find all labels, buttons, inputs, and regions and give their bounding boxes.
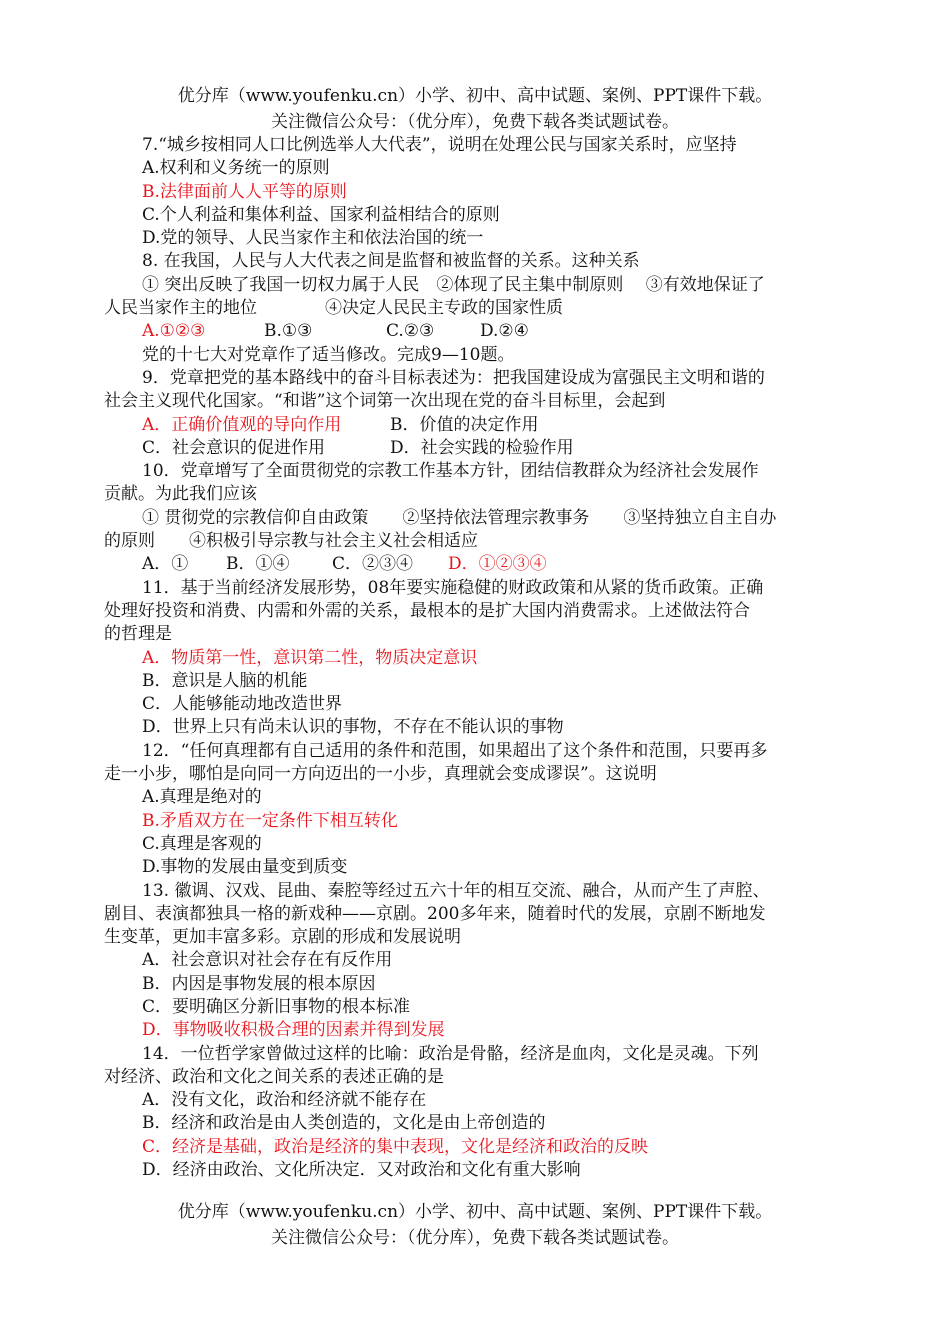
q9-option-c: C．社会意识的促进作用 [142, 437, 326, 458]
section-intro: 党的十七大对党章作了适当修改。完成9—10题。 [142, 344, 515, 365]
q13-option-d-answer: D．事物吸收积极合理的因素并得到发展 [142, 1020, 445, 1041]
q9-option-b: B．价值的决定作用 [390, 414, 539, 435]
q13-stem-line-3: 生变革，更加丰富多彩。京剧的形成和发展说明 [104, 927, 461, 948]
q8-items-line-1: ① 突出反映了我国一切权力属于人民 ②体现了民主集中制原则 ③有效地保证了 [142, 274, 765, 295]
q8-options [104, 320, 844, 343]
q11-option-d: D．世界上只有尚未认识的事物，不存在不能认识的事物 [142, 717, 564, 738]
q9-stem-line-2: 社会主义现代化国家。“和谐”这个词第一次出现在党的奋斗目标里，会起到 [104, 391, 666, 412]
q13-option-a: A．社会意识对社会存在有反作用 [142, 950, 393, 971]
q7-stem: 7.“城乡按相同人口比例选举人大代表”，说明在处理公民与国家关系时，应坚持 [142, 135, 737, 155]
q10-option-c: C．②③④ [332, 554, 414, 575]
q9-options-row-1 [104, 414, 844, 437]
q13-stem-line-2: 剧目、表演都独具一格的新戏种——京剧。200多年来，随着时代的发展，京剧不断地发 [104, 903, 766, 924]
q10-option-a: A．① [142, 554, 189, 575]
q8-stem: 8. 在我国，人民与人大代表之间是监督和被监督的关系。这种关系 [142, 251, 640, 272]
q10-options [104, 553, 844, 576]
q11-stem-line-1: 11．基于当前经济发展形势，08年要实施稳健的财政政策和从紧的货币政策。正确 [142, 577, 764, 598]
q11-stem-line-2: 处理好投资和消费、内需和外需的关系，最根本的是扩大国内消费需求。上述做法符合 [104, 600, 750, 621]
q14-option-d: D．经济由政治、文化所决定．又对政治和文化有重大影响 [142, 1160, 581, 1181]
q8-option-d: D.②④ [480, 321, 529, 342]
q11-stem-line-3: 的哲理是 [104, 624, 172, 645]
q8-option-b: B.①③ [264, 321, 313, 342]
q10-option-b: B．①④ [226, 554, 290, 575]
q13-option-b: B．内因是事物发展的根本原因 [142, 973, 376, 994]
q12-stem-line-2: 走一小步，哪怕是向同一方向迈出的一小步，真理就会变成谬误”。这说明 [104, 764, 657, 785]
q12-stem-line-1: 12．“任何真理都有自己适用的条件和范围，如果超出了这个条件和范围，只要再多 [142, 740, 768, 761]
q14-stem-line-1: 14．一位哲学家曾做过这样的比喻：政治是骨骼，经济是血肉，文化是灵魂。下列 [142, 1043, 759, 1064]
q11-option-b: B．意识是人脑的机能 [142, 670, 308, 691]
q11-option-a-answer: A．物质第一性，意识第二性，物质决定意识 [142, 647, 478, 668]
q8-option-a-answer: A.①②③ [142, 321, 206, 342]
q9-option-d: D．社会实践的检验作用 [390, 437, 574, 458]
q12-option-d: D.事物的发展由量变到质变 [142, 857, 348, 878]
q7-option-c: C.个人利益和集体利益、国家利益相结合的原则 [142, 204, 500, 225]
q12-option-c: C.真理是客观的 [142, 833, 262, 854]
footer-line-2: 关注微信公众号：（优分库），免费下载各类试题试卷。 [271, 1228, 679, 1248]
q14-option-a: A．没有文化，政治和经济就不能存在 [142, 1090, 427, 1111]
header-line-1: 优分库（www.youfenku.cn）小学、初中、高中试题、案例、PPT课件下载。 [177, 86, 773, 106]
q10-stem-line-1: 10．党章增写了全面贯彻党的宗教工作基本方针，团结信教群众为经济社会发展作 [142, 461, 759, 482]
q7-option-b-answer: B.法律面前人人平等的原则 [142, 181, 347, 202]
q9-options-row-2 [104, 437, 844, 460]
q14-option-b: B．经济和政治是由人类创造的，文化是由上帝创造的 [142, 1113, 546, 1134]
q10-stem-line-2: 贡献。为此我们应该 [104, 484, 257, 505]
q14-stem-line-2: 对经济、政治和文化之间关系的表述正确的是 [104, 1066, 444, 1087]
q10-items-line-2: 的原则 ④积极引导宗教与社会主义社会相适应 [104, 531, 478, 552]
q12-option-a: A.真理是绝对的 [142, 787, 262, 808]
q9-stem-line-1: 9．党章把党的基本路线中的奋斗目标表述为：把我国建设成为富强民主文明和谐的 [142, 367, 765, 388]
question-body [104, 134, 844, 1182]
q9-option-a-answer: A．正确价值观的导向作用 [142, 414, 342, 435]
q12-option-b-answer: B.矛盾双方在一定条件下相互转化 [142, 810, 398, 831]
q8-items-line-2: 人民当家作主的地位 ④决定人民民主专政的国家性质 [104, 298, 563, 319]
header-line-2: 关注微信公众号：（优分库），免费下载各类试题试卷。 [271, 112, 679, 132]
q7-option-d: D.党的领导、人民当家作主和依法治国的统一 [142, 228, 484, 249]
footer-line-1: 优分库（www.youfenku.cn）小学、初中、高中试题、案例、PPT课件下载。 [177, 1202, 773, 1222]
q10-option-d-answer: D．①②③④ [448, 554, 547, 575]
q7-option-a: A.权利和义务统一的原则 [142, 158, 330, 179]
q14-option-c-answer: C．经济是基础，政治是经济的集中表现，文化是经济和政治的反映 [142, 1136, 649, 1157]
q13-stem-line-1: 13. 徽调、汉戏、昆曲、秦腔等经过五六十年的相互交流、融合，从而产生了声腔、 [142, 880, 770, 901]
q11-option-c: C．人能够能动地改造世界 [142, 694, 343, 715]
q13-option-c: C．要明确区分新旧事物的根本标准 [142, 996, 411, 1017]
q10-items-line-1: ① 贯彻党的宗教信仰自由政策 ②坚持依法管理宗教事务 ③坚持独立自主自办 [142, 507, 777, 528]
q8-option-c: C.②③ [386, 321, 435, 342]
